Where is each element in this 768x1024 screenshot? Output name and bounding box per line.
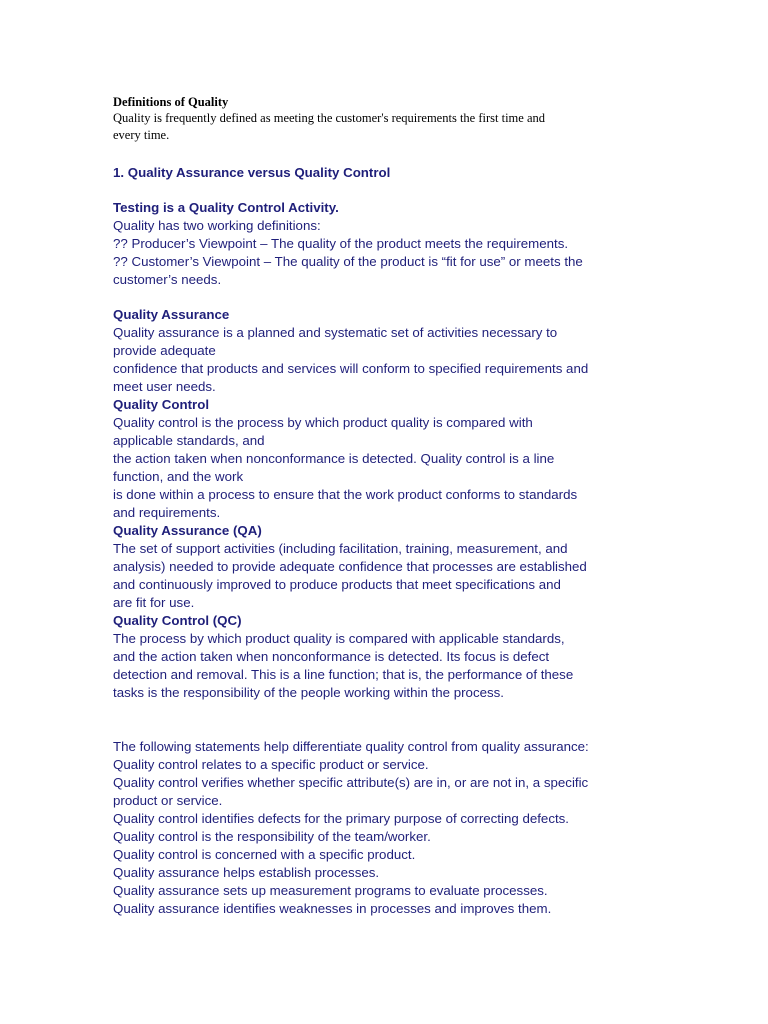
statements-block xyxy=(113,738,653,918)
qa-abbr-title: Quality Assurance (QA) xyxy=(113,523,262,538)
intro-line: Quality is frequently defined as meeting the customer's requirements the first time and xyxy=(113,111,545,125)
qa-abbr-line: and continuously improved to produce products that meet specifications and xyxy=(113,577,561,592)
qa-abbr-line: analysis) needed to provide adequate confidence that processes are established xyxy=(113,559,587,574)
qa-title: Quality Assurance xyxy=(113,307,230,322)
qc-line: function, and the work xyxy=(113,469,244,484)
qc-abbr-title: Quality Control (QC) xyxy=(113,613,242,628)
testing-line: customer’s needs. xyxy=(113,272,222,287)
testing-block xyxy=(113,199,653,289)
statement-line: Quality assurance helps establish processes. xyxy=(113,865,380,880)
testing-title: Testing is a Quality Control Activity. xyxy=(113,200,339,215)
qa-abbr-line: The set of support activities (including facilitation, training, measurement, and xyxy=(113,541,568,556)
statement-line: Quality assurance identifies weaknesses in processes and improves them. xyxy=(113,901,552,916)
statement-line: Quality assurance sets up measurement programs to evaluate processes. xyxy=(113,883,548,898)
qa-block xyxy=(113,306,653,396)
qa-abbr-line: are fit for use. xyxy=(113,595,195,610)
intro-block xyxy=(113,94,653,144)
qc-line: the action taken when nonconformance is detected. Quality control is a line xyxy=(113,451,555,466)
intro-title: Definitions of Quality xyxy=(113,95,229,109)
testing-line: ?? Producer’s Viewpoint – The quality of the product meets the requirements. xyxy=(113,236,569,251)
qa-line: confidence that products and services will conform to specified requirements and xyxy=(113,361,589,376)
spacer xyxy=(113,702,653,738)
spacer xyxy=(113,182,653,199)
qa-line: Quality assurance is a planned and systematic set of activities necessary to xyxy=(113,325,558,340)
qa-abbr-block xyxy=(113,522,653,612)
testing-line: Quality has two working definitions: xyxy=(113,218,321,233)
statement-line: The following statements help differentiate quality control from quality assurance: xyxy=(113,739,589,754)
qc-abbr-line: tasks is the responsibility of the people working within the process. xyxy=(113,685,504,700)
qc-line: Quality control is the process by which product quality is compared with xyxy=(113,415,533,430)
statement-line: Quality control verifies whether specific attribute(s) are in, or are not in, a specific xyxy=(113,775,589,790)
qa-line: meet user needs. xyxy=(113,379,216,394)
qc-title: Quality Control xyxy=(113,397,210,412)
qc-abbr-line: The process by which product quality is compared with applicable standards, xyxy=(113,631,565,646)
qa-line: provide adequate xyxy=(113,343,216,358)
spacer xyxy=(113,144,653,164)
testing-line: ?? Customer’s Viewpoint – The quality of the product is “fit for use” or meets the xyxy=(113,254,583,269)
qc-line: is done within a process to ensure that the work product conforms to standards xyxy=(113,487,578,502)
qc-abbr-block xyxy=(113,612,653,702)
qc-line: applicable standards, and xyxy=(113,433,265,448)
statement-line: Quality control identifies defects for the primary purpose of correcting defects. xyxy=(113,811,570,826)
statement-line: Quality control is concerned with a specific product. xyxy=(113,847,416,862)
section-1-title: 1. Quality Assurance versus Quality Control xyxy=(113,165,391,180)
statement-line: Quality control relates to a specific product or service. xyxy=(113,757,429,772)
statement-line: product or service. xyxy=(113,793,223,808)
intro-line: every time. xyxy=(113,128,170,142)
qc-abbr-line: and the action taken when nonconformance is detected. Its focus is defect xyxy=(113,649,550,664)
spacer xyxy=(113,289,653,306)
qc-line: and requirements. xyxy=(113,505,221,520)
document-page xyxy=(113,94,653,918)
statement-line: Quality control is the responsibility of the team/worker. xyxy=(113,829,431,844)
qc-block xyxy=(113,396,653,522)
qc-abbr-line: detection and removal. This is a line function; that is, the performance of these xyxy=(113,667,574,682)
